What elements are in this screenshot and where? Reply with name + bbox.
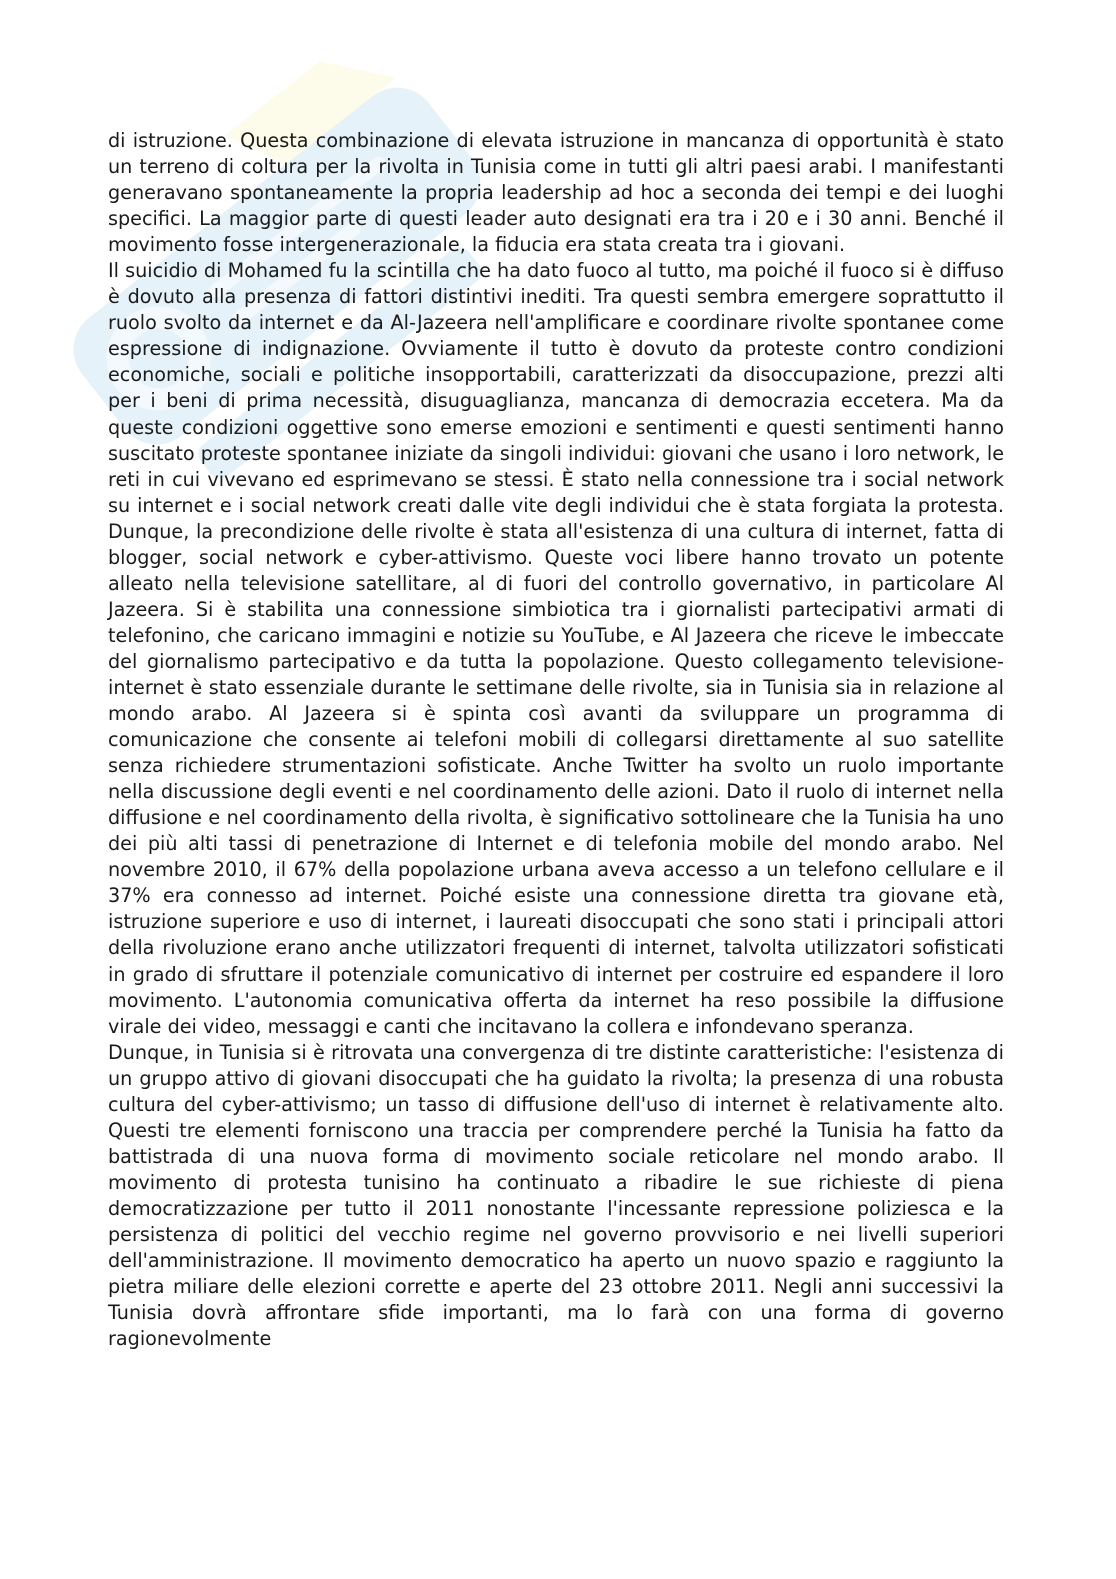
paragraph-3: Dunque, in Tunisia si è ritrovata una convergenza di tre distinte caratteristiche: l'esistenza di un gruppo attivo di giovani disoccupati che ha guidato la rivolta; la presenza di una robusta cultura del cyber-attivismo; un tasso di diffusione dell'uso di internet è relativamente alto. Questi tre elementi forniscono una traccia per comprendere perché la Tunisia ha fatto da battistrada di una nuova forma di movimento sociale reticolare nel mondo arabo. Il movimento di protesta tunisino ha continuato a ribadire le sue richieste di piena democratizzazione per tutto il 2011 nonostante l'incessante repressione poliziesca e la persistenza di politici del vecchio regime nel governo provvisorio e nei livelli superiori dell'amministrazione. Il movimento democratico ha aperto un nuovo spazio e raggiunto la pietra miliare delle elezioni corrette e aperte del 23 ottobre 2011. Negli anni successivi la Tunisia dovrà affrontare sfide importanti, ma lo farà con una forma di governo ragionevolmente <box>108 1040 1004 1351</box>
paragraph-1: di istruzione. Questa combinazione di elevata istruzione in mancanza di opportunità è stato un terreno di coltura per la rivolta in Tunisia come in tutti gli altri paesi arabi. I manifestanti generavano spontaneamente la propria leadership ad hoc a seconda dei tempi e dei luoghi specifici. La maggior parte di questi leader auto designati era tra i 20 e i 30 anni. Benché il movimento fosse intergenerazionale, la fiducia era stata creata tra i giovani. <box>108 129 1004 257</box>
paragraph-2: Il suicidio di Mohamed fu la scintilla che ha dato fuoco al tutto, ma poiché il fuoco si è diffuso è dovuto alla presenza di fattori distintivi inediti. Tra questi sembra emergere soprattutto il ruolo svolto da internet e da Al-Jazeera nell'amplificare e coordinare rivolte spontanee come espressione di indignazione. Ovviamente il tutto è dovuto da proteste contro condizioni economiche, sociali e politiche insopportabili, caratterizzati da disoccupazione, prezzi alti per i beni di prima necessità, disuguaglianza, mancanza di democrazia eccetera. Ma da queste condizioni oggettive sono emerse emozioni e sentimenti e questi sentimenti hanno suscitato proteste spontanee iniziate da singoli individui: giovani che usano i loro network, le reti in cui vivevano ed esprimevano se stessi. È stato nella connessione tra i social network su internet e i social network creati dalle vite degli individui che è stata forgiata la protesta. Dunque, la precondizione delle rivolte è stata all'esistenza di una cultura di internet, fatta di blogger, social network e cyber-attivismo. Queste voci libere hanno trovato un potente alleato nella televisione satellitare, al di fuori del controllo governativo, in particolare Al Jazeera. Si è stabilita una connessione simbiotica tra i giornalisti partecipativi armati di telefonino, che caricano immagini e notizie su YouTube, e Al Jazeera che riceve le imbeccate del giornalismo partecipativo e da tutta la popolazione. Questo collegamento televisione-internet è stato essenziale durante le settimane delle rivolte, sia in Tunisia sia in relazione al mondo arabo. Al Jazeera si è spinta così avanti da sviluppare un programma di comunicazione che consente ai telefoni mobili di collegarsi direttamente al suo satellite senza richiedere strumentazioni sofisticate. Anche Twitter ha svolto un ruolo importante nella discussione degli eventi e nel coordinamento delle azioni. Dato il ruolo di internet nella diffusione e nel coordinamento della rivolta, è significativo sottolineare che la Tunisia ha uno dei più alti tassi di penetrazione di Internet e di telefonia mobile del mondo arabo. Nel novembre 2010, il 67% della popolazione urbana aveva accesso a un telefono cellulare e il 37% era connesso ad internet. Poiché esiste una connessione diretta tra giovane età, istruzione superiore e uso di internet, i laureati disoccupati che sono stati i principali attori della rivoluzione erano anche utilizzatori frequenti di internet, talvolta utilizzatori sofisticati in grado di sfruttare il potenziale comunicativo di internet per costruire ed espandere il loro movimento. L'autonomia comunicativa offerta da internet ha reso possibile la diffusione virale dei video, messaggi e canti che incitavano la collera e infondevano speranza. <box>108 259 1004 1038</box>
document-body <box>108 128 1004 1352</box>
